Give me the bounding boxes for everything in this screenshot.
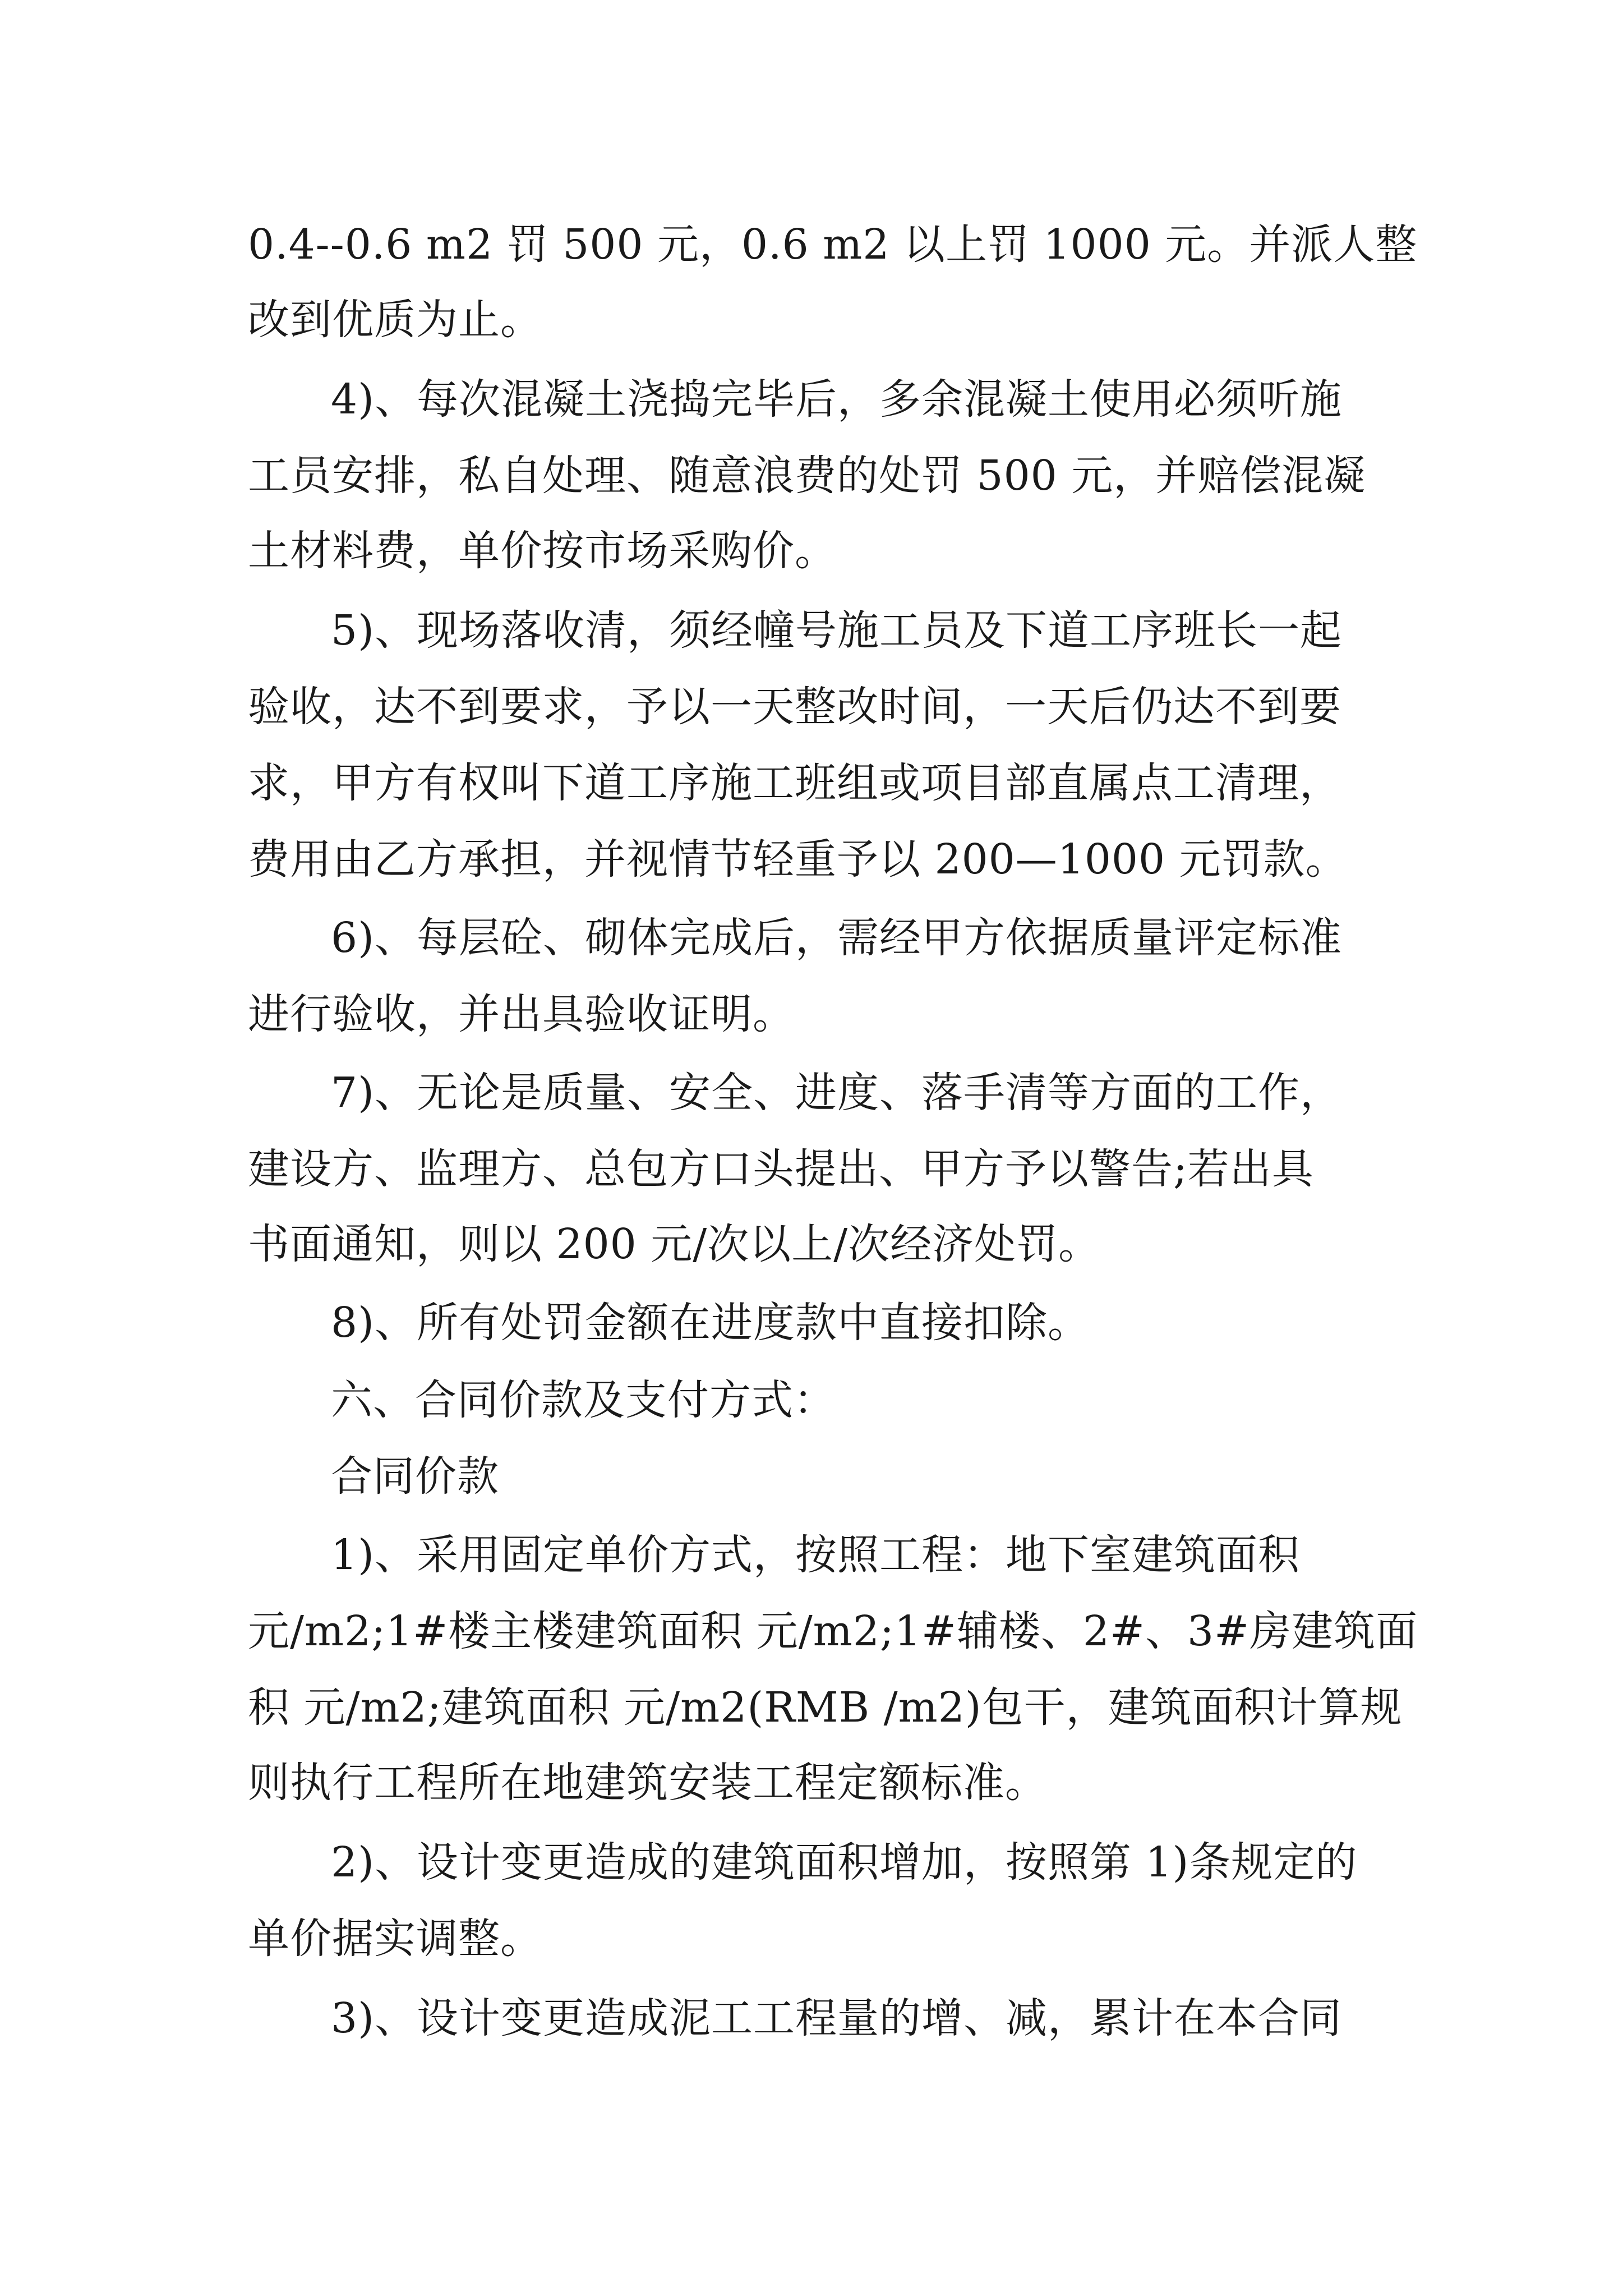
text-line: 0.4--0.6 m2 罚 500 元，0.6 m2 以上罚 1000 元。并派人整 bbox=[248, 220, 1418, 269]
text-line: 求，甲方有权叫下道工序施工班组或项目部直属点工清理， bbox=[248, 759, 1341, 807]
text-line: 2)、设计变更造成的建筑面积增加，按照第 1)条规定的 bbox=[331, 1838, 1358, 1887]
text-line: 工员安排，私自处理、随意浪费的处罚 500 元，并赔偿混凝 bbox=[248, 452, 1366, 500]
text-line: 单价据实调整。 bbox=[248, 1915, 542, 1963]
text-line: 建设方、监理方、总包方口头提出、甲方予以警告;若出具 bbox=[248, 1145, 1314, 1193]
text-line: 元/m2;1#楼主楼建筑面积 元/m2;1#辅楼、2#、3#房建筑面 bbox=[248, 1607, 1418, 1655]
text-line: 7)、无论是质量、安全、进度、落手清等方面的工作， bbox=[331, 1069, 1342, 1117]
text-line: 1)、采用固定单价方式，按照工程：地下室建筑面积 bbox=[331, 1531, 1300, 1579]
text-line: 土材料费，单价按市场采购价。 bbox=[248, 527, 837, 575]
text-line: 验收，达不到要求，予以一天整改时间，一天后仍达不到要 bbox=[248, 683, 1341, 731]
text-line: 则执行工程所在地建筑安装工程定额标准。 bbox=[248, 1759, 1047, 1807]
text-line: 积 元/m2;建筑面积 元/m2(RMB /m2)包干，建筑面积计算规 bbox=[248, 1683, 1403, 1732]
subsection-heading: 合同价款 bbox=[331, 1452, 499, 1501]
text-line: 6)、每层砼、砌体完成后，需经甲方依据质量评定标准 bbox=[331, 914, 1342, 962]
text-line: 8)、所有处罚金额在进度款中直接扣除。 bbox=[331, 1299, 1090, 1347]
text-line: 3)、设计变更造成泥工工程量的增、减，累计在本合同 bbox=[331, 1994, 1342, 2042]
text-line: 进行验收，并出具验收证明。 bbox=[248, 990, 795, 1038]
text-line: 费用由乙方承担，并视情节轻重予以 200—1000 元罚款。 bbox=[248, 835, 1348, 884]
text-line: 改到优质为止。 bbox=[248, 296, 542, 344]
text-line: 书面通知，则以 200 元/次以上/次经济处罚。 bbox=[248, 1220, 1101, 1268]
section-heading: 六、合同价款及支付方式： bbox=[331, 1376, 836, 1424]
text-line: 4)、每次混凝土浇捣完毕后，多余混凝土使用必须听施 bbox=[331, 375, 1342, 424]
text-line: 5)、现场落收清，须经幢号施工员及下道工序班长一起 bbox=[331, 606, 1342, 655]
